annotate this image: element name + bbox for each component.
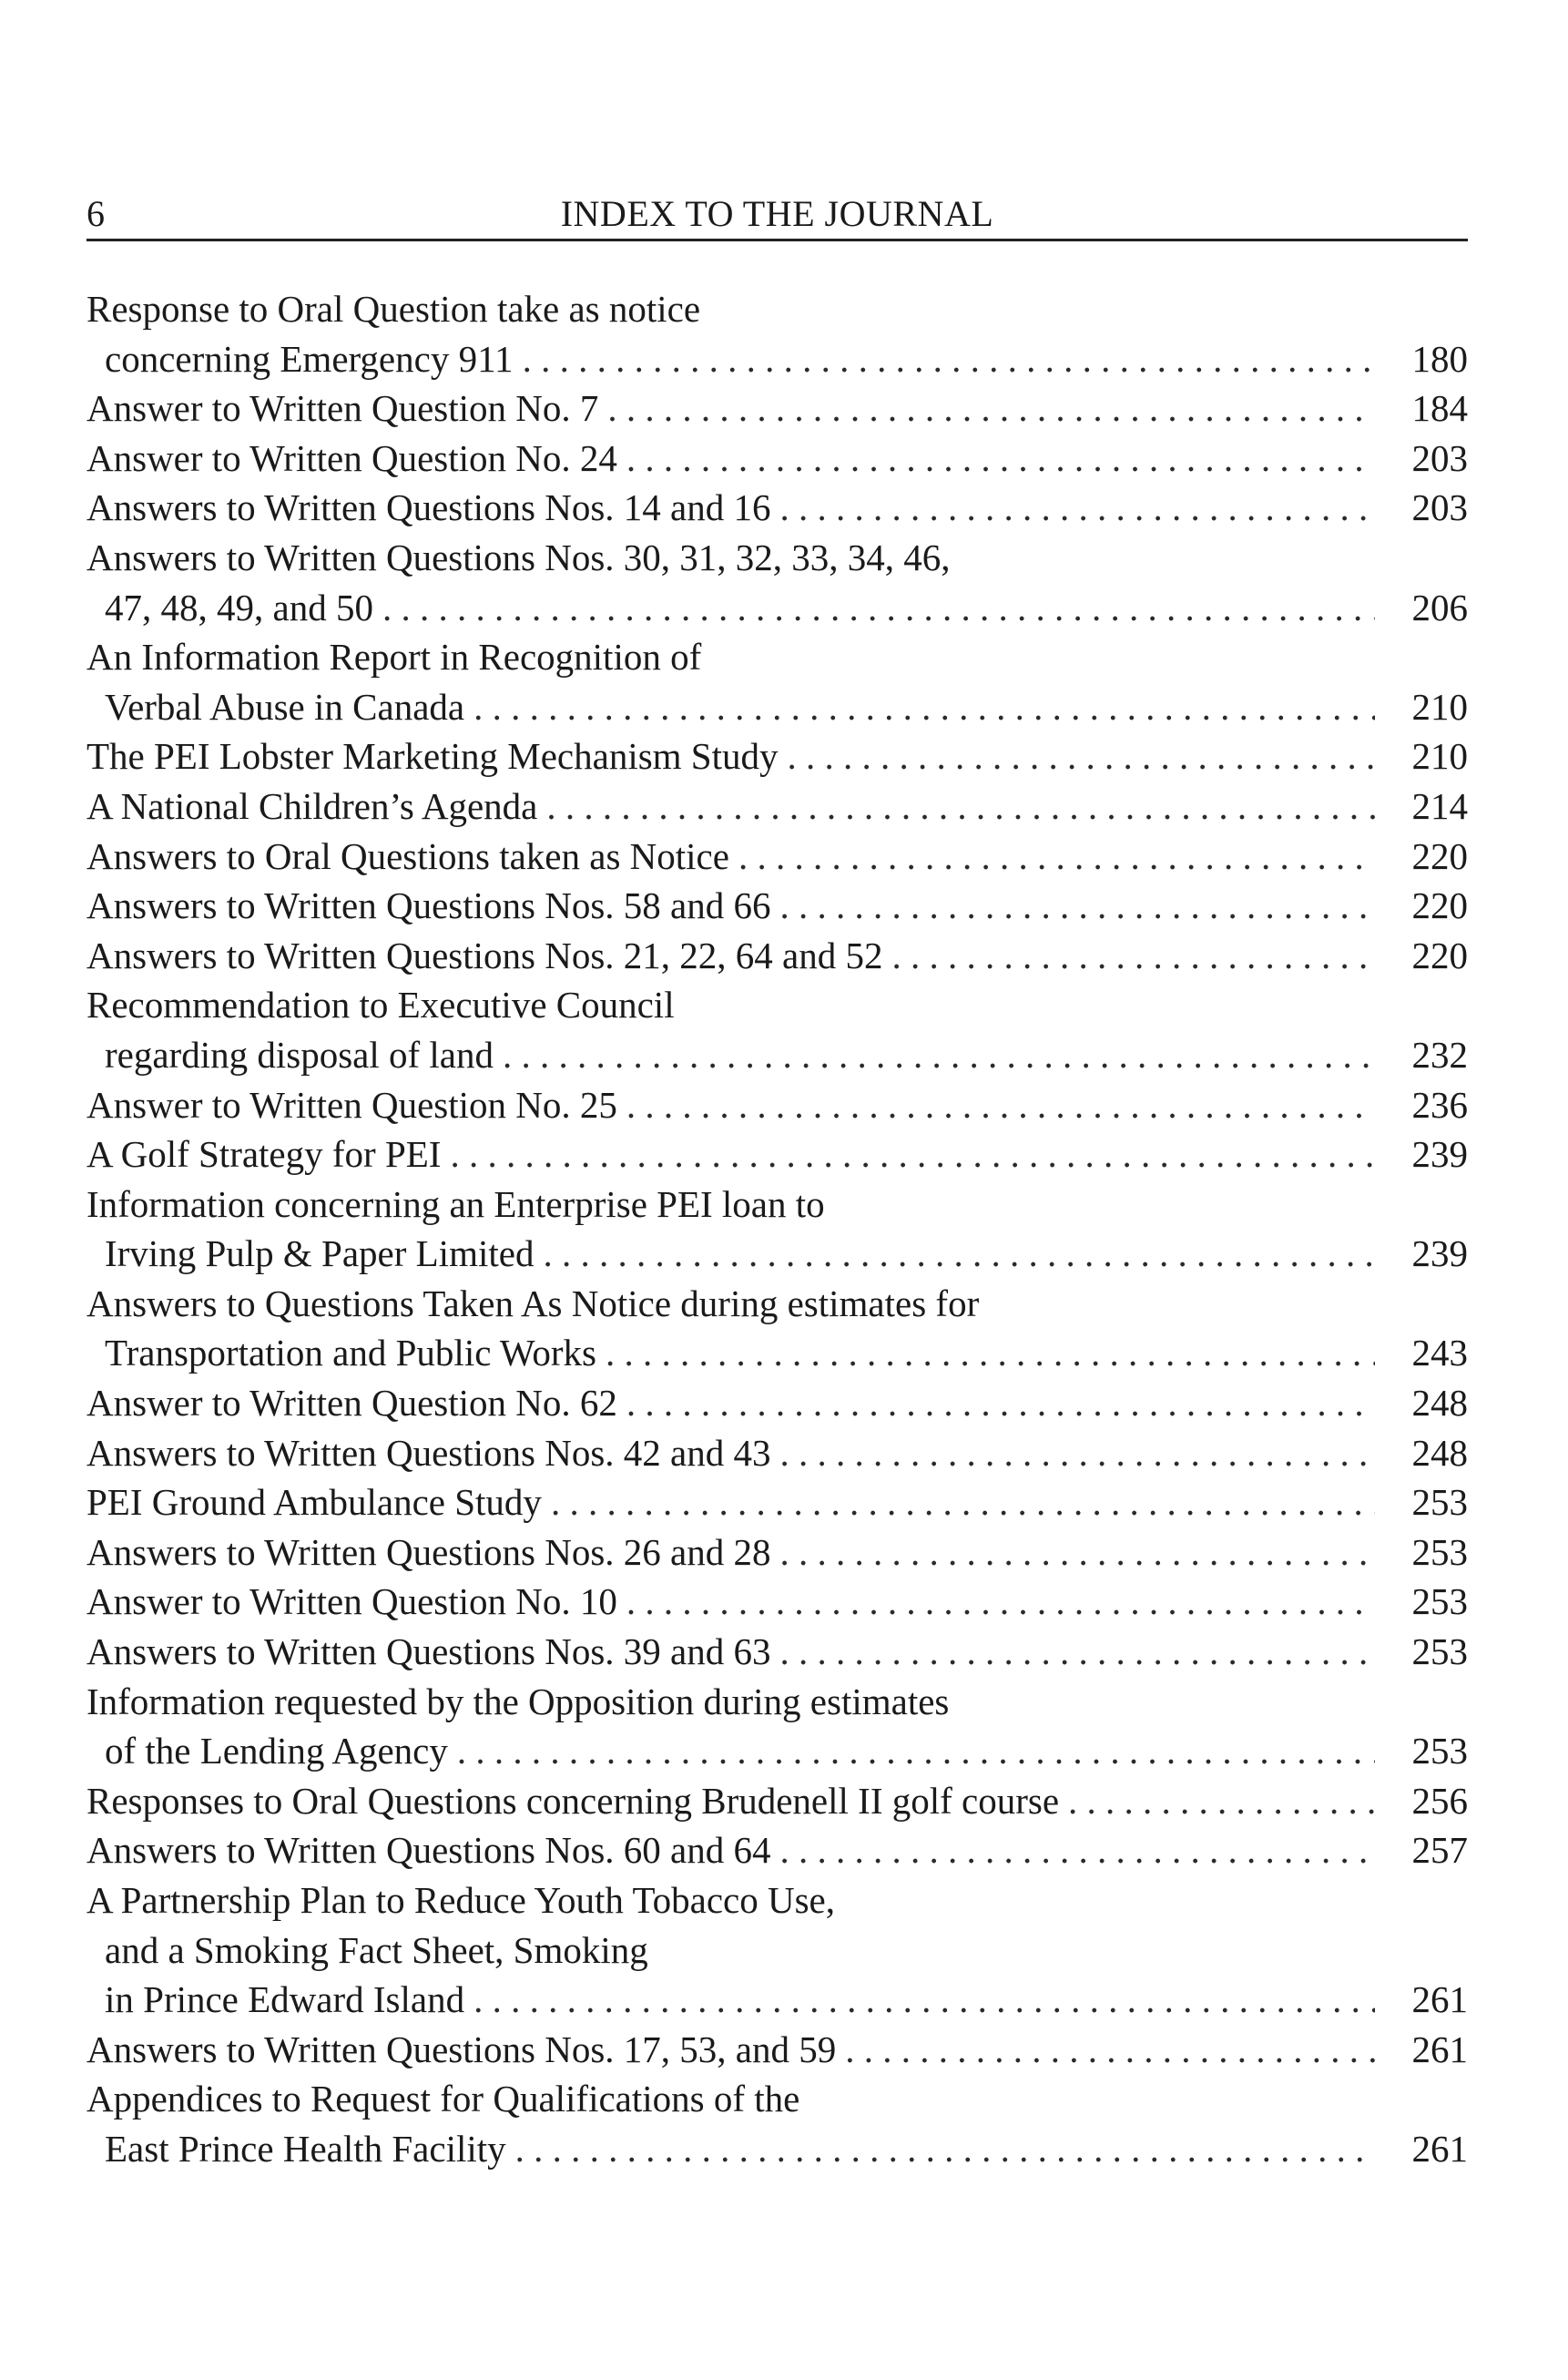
index-entry	[87, 1825, 1468, 1875]
entry-text: 47, 48, 49, and 50	[105, 586, 373, 628]
entry-page-number: 214	[1411, 784, 1468, 827]
entry-page-number: 203	[1411, 436, 1468, 479]
entry-line: A Partnership Plan to Reduce Youth Tobacco Use,	[87, 1879, 835, 1921]
entry-page-number: 253	[1411, 1530, 1468, 1573]
entry-page-number: 261	[1411, 1978, 1468, 2021]
entry-page-number: 232	[1411, 1033, 1468, 1076]
entry-line	[87, 1825, 1468, 1875]
index-entry	[87, 1577, 1468, 1627]
entry-line	[87, 731, 1468, 781]
running-header	[87, 182, 1468, 241]
entry-continuation-line	[87, 1030, 1468, 1080]
index-entry	[87, 1477, 1468, 1527]
entry-line	[87, 881, 1468, 931]
entry-page-number: 210	[1411, 685, 1468, 728]
dot-leader	[543, 1229, 1375, 1279]
dot-leader	[779, 881, 1375, 931]
dot-leader	[515, 2124, 1375, 2174]
dot-leader	[546, 781, 1375, 832]
entry-page-number: 261	[1411, 2127, 1468, 2170]
index-entry	[87, 731, 1468, 781]
index-entry	[87, 434, 1468, 484]
index-entry	[87, 980, 1468, 1079]
dot-leader	[626, 1378, 1375, 1428]
index-entry	[87, 2074, 1468, 2173]
index-entry	[87, 781, 1468, 832]
dot-leader	[607, 383, 1375, 434]
entry-page-number: 220	[1411, 884, 1468, 927]
header-title: INDEX TO THE JOURNAL	[560, 193, 994, 234]
entry-page-number: 220	[1411, 834, 1468, 877]
entry-continuation-line	[87, 1328, 1468, 1378]
entry-line	[87, 434, 1468, 484]
dot-leader	[450, 1129, 1375, 1180]
index-entry	[87, 1875, 1468, 2025]
entry-text: Verbal Abuse in Canada	[105, 685, 465, 728]
index-entry	[87, 533, 1468, 632]
entry-line: Answers to Questions Taken As Notice during estimates for	[87, 1282, 980, 1324]
entry-text: Irving Pulp & Paper Limited	[105, 1232, 535, 1275]
index-entry	[87, 881, 1468, 931]
entry-line: Information concerning an Enterprise PEI loan to	[87, 1182, 825, 1225]
entry-page-number: 253	[1411, 1630, 1468, 1673]
entry-text: East Prince Health Facility	[105, 2127, 506, 2170]
dot-leader	[626, 1577, 1375, 1627]
index-entry	[87, 1428, 1468, 1478]
entry-page-number: 256	[1411, 1779, 1468, 1822]
entry-line	[87, 2025, 1468, 2075]
index-entry	[87, 632, 1468, 731]
index-entry	[87, 1677, 1468, 1776]
document-page	[87, 182, 1468, 2174]
entry-continuation-line	[87, 334, 1468, 384]
entry-text: Answers to Oral Questions taken as Notice	[87, 834, 729, 877]
index-entry	[87, 1627, 1468, 1677]
index-entry	[87, 284, 1468, 383]
entry-text: Answer to Written Question No. 7	[87, 387, 599, 430]
entry-text: Answer to Written Question No. 25	[87, 1083, 617, 1126]
index-entry	[87, 2025, 1468, 2075]
entry-text: in Prince Edward Island	[105, 1978, 465, 2021]
entry-text: Answers to Written Questions Nos. 14 and 16	[87, 486, 771, 529]
entry-line: Response to Oral Question take as notice	[87, 288, 701, 330]
entry-continuation-line	[87, 682, 1468, 732]
entry-line	[87, 383, 1468, 434]
index-entry	[87, 832, 1468, 882]
entry-text: Answers to Written Questions Nos. 17, 53, and 59	[87, 2028, 837, 2070]
dot-leader	[738, 832, 1375, 882]
entry-text: concerning Emergency 911	[105, 337, 514, 380]
entry-line	[87, 1080, 1468, 1130]
dot-leader	[626, 434, 1375, 484]
entry-continuation-line: and a Smoking Fact Sheet, Smoking	[105, 1928, 648, 1971]
entry-text: regarding disposal of land	[105, 1033, 494, 1076]
dot-leader	[779, 1527, 1375, 1578]
entry-text: A Golf Strategy for PEI	[87, 1133, 442, 1176]
dot-leader	[891, 931, 1375, 981]
entry-line	[87, 832, 1468, 882]
entry-line: Information requested by the Opposition during estimates	[87, 1680, 950, 1722]
index-entry	[87, 1129, 1468, 1180]
entry-page-number: 243	[1411, 1332, 1468, 1374]
entry-page-number: 203	[1411, 486, 1468, 529]
entry-line	[87, 1527, 1468, 1578]
dot-leader	[779, 1428, 1375, 1478]
entry-text: Answers to Written Questions Nos. 26 and 28	[87, 1530, 771, 1573]
index-entry	[87, 1527, 1468, 1578]
entry-line: Answers to Written Questions Nos. 30, 31, 32, 33, 34, 46,	[87, 536, 951, 578]
page-number: 6	[87, 193, 105, 234]
entry-line	[87, 1577, 1468, 1627]
dot-leader	[779, 1627, 1375, 1677]
dot-leader	[1068, 1776, 1375, 1826]
index-entry	[87, 1180, 1468, 1279]
entry-text: Transportation and Public Works	[105, 1332, 596, 1374]
entry-line	[87, 931, 1468, 981]
entry-text: A National Children’s Agenda	[87, 784, 538, 827]
entry-page-number: 239	[1411, 1133, 1468, 1176]
dot-leader	[523, 334, 1375, 384]
entry-line	[87, 1477, 1468, 1527]
entry-line: Recommendation to Executive Council	[87, 984, 675, 1027]
entry-page-number: 253	[1411, 1580, 1468, 1623]
dot-leader	[606, 1328, 1375, 1378]
entry-text: Responses to Oral Questions concerning Brudenell II golf course	[87, 1779, 1060, 1822]
dot-leader	[473, 682, 1375, 732]
entry-line	[87, 1129, 1468, 1180]
entry-page-number: 248	[1411, 1382, 1468, 1425]
entry-line	[87, 1378, 1468, 1428]
dot-leader	[788, 731, 1375, 781]
index-entry	[87, 1080, 1468, 1130]
entry-text: The PEI Lobster Marketing Mechanism Study	[87, 735, 779, 778]
entry-text: of the Lending Agency	[105, 1730, 448, 1772]
dot-leader	[779, 1825, 1375, 1875]
entry-page-number: 180	[1411, 337, 1468, 380]
entry-text: PEI Ground Ambulance Study	[87, 1481, 542, 1524]
index-entry	[87, 483, 1468, 533]
index-entry	[87, 1279, 1468, 1378]
dot-leader	[457, 1726, 1375, 1776]
index-entry	[87, 931, 1468, 981]
entry-text: Answers to Written Questions Nos. 42 and 43	[87, 1431, 771, 1474]
entry-text: Answers to Written Questions Nos. 21, 22, 64 and 52	[87, 934, 883, 976]
index-entries	[87, 284, 1468, 2174]
entry-page-number: 206	[1411, 586, 1468, 628]
entry-page-number: 248	[1411, 1431, 1468, 1474]
entry-text: Answers to Written Questions Nos. 60 and 64	[87, 1829, 771, 1872]
entry-line	[87, 1428, 1468, 1478]
entry-line	[87, 1776, 1468, 1826]
dot-leader	[382, 583, 1375, 633]
entry-text: Answers to Written Questions Nos. 58 and 66	[87, 884, 771, 927]
dot-leader	[626, 1080, 1375, 1130]
dot-leader	[551, 1477, 1375, 1527]
entry-continuation-line	[87, 2124, 1468, 2174]
dot-leader	[473, 1975, 1375, 2025]
entry-page-number: 210	[1411, 735, 1468, 778]
index-entry	[87, 1378, 1468, 1428]
entry-continuation-line	[87, 1229, 1468, 1279]
entry-page-number: 220	[1411, 934, 1468, 976]
entry-line	[87, 1627, 1468, 1677]
index-entry	[87, 383, 1468, 434]
entry-page-number: 239	[1411, 1232, 1468, 1275]
entry-page-number: 257	[1411, 1829, 1468, 1872]
entry-line: An Information Report in Recognition of	[87, 636, 702, 679]
entry-page-number: 236	[1411, 1083, 1468, 1126]
entry-line: Appendices to Request for Qualifications of the	[87, 2078, 800, 2120]
entry-page-number: 253	[1411, 1730, 1468, 1772]
entry-page-number: 184	[1411, 387, 1468, 430]
entry-line	[87, 781, 1468, 832]
entry-text: Answers to Written Questions Nos. 39 and 63	[87, 1630, 771, 1673]
entry-text: Answer to Written Question No. 10	[87, 1580, 617, 1623]
dot-leader	[503, 1030, 1375, 1080]
entry-line	[87, 483, 1468, 533]
entry-text: Answer to Written Question No. 62	[87, 1382, 617, 1425]
entry-continuation-line	[87, 1726, 1468, 1776]
entry-continuation-line	[87, 583, 1468, 633]
entry-continuation-line	[87, 1975, 1468, 2025]
entry-page-number: 261	[1411, 2028, 1468, 2070]
dot-leader	[845, 2025, 1375, 2075]
entry-page-number: 253	[1411, 1481, 1468, 1524]
entry-text: Answer to Written Question No. 24	[87, 436, 617, 479]
dot-leader	[779, 483, 1375, 533]
index-entry	[87, 1776, 1468, 1826]
